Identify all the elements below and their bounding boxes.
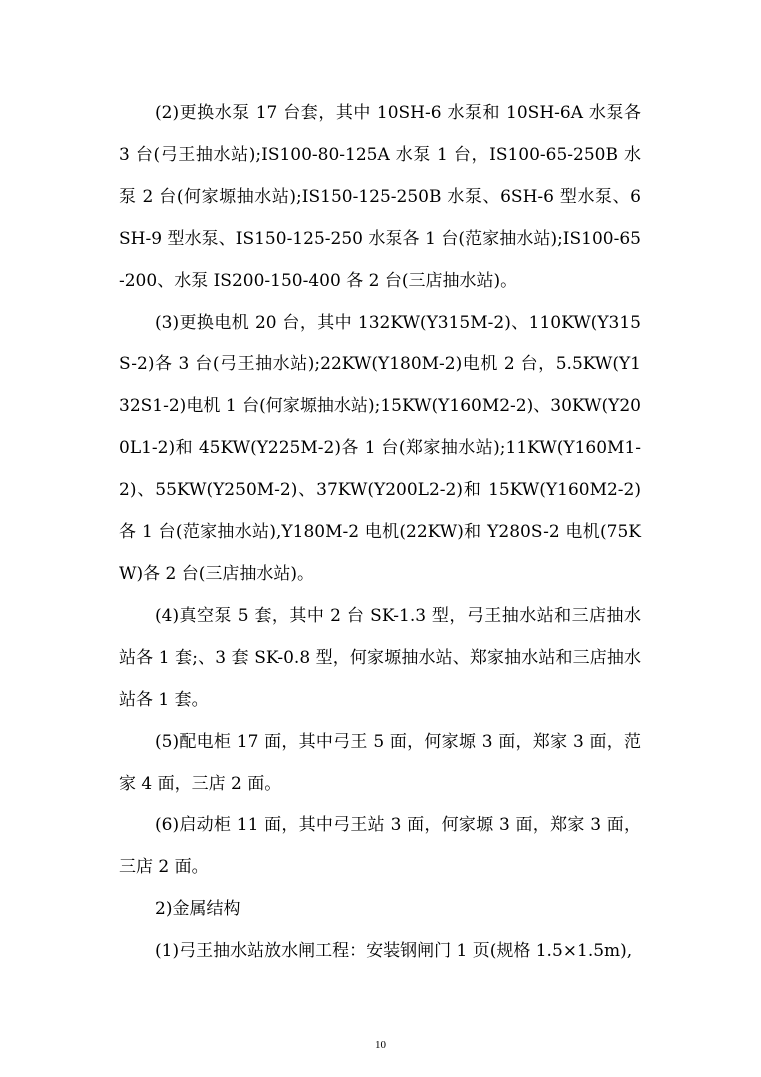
paragraph-distribution-cabinets: (5)配电柜 17 面，其中弓王 5 面，何家塬 3 面，郑家 3 面，范家 4 面，三店 2 面。 xyxy=(119,731,641,794)
page-number: 10 xyxy=(375,1039,386,1051)
paragraph-pumps: (2)更换水泵 17 台套，其中 10SH-6 水泵和 10SH-6A 水泵各 3 台(弓王抽水站);IS100-80-125A 水泵 1 台，IS100-65-250B 水泵 2 台(何家塬抽水站);IS150-125-250B 水泵、6SH-6 型水泵、6SH-9 型水泵、IS150-125-250 水泵各 1 台(范家抽水站);IS100-65-200、水泵 IS200-150-400 各 2 台(三店抽水站)。 xyxy=(119,103,641,291)
paragraph-starter-cabinets: (6)启动柜 11 面，其中弓王站 3 面，何家塬 3 面，郑家 3 面，三店 2 面。 xyxy=(119,815,641,878)
body-text xyxy=(119,93,641,973)
paragraph-motors: (3)更换电机 20 台，其中 132KW(Y315M-2)、110KW(Y315S-2)各 3 台(弓王抽水站);22KW(Y180M-2)电机 2 台，5.5KW(Y132S1-2)电机 1 台(何家塬抽水站);15KW(Y160M2-2)、30KW(Y200L1-2)和 45KW(Y225M-2)各 1 台(郑家抽水站);11KW(Y160M1-2)、55KW(Y250M-2)、37KW(Y200L2-2)和 15KW(Y160M2-2)各 1 台(范家抽水站),Y180M-2 电机(22KW)和 Y280S-2 电机(75KW)各 2 台(三店抽水站)。 xyxy=(119,312,641,584)
paragraph-sluice-gate: (1)弓王抽水站放水闸工程：安装钢闸门 1 页(规格 1.5×1.5m), xyxy=(155,941,633,962)
section-heading-metal-structure: 2)金属结构 xyxy=(155,899,241,920)
paragraph-vacuum-pumps: (4)真空泵 5 套，其中 2 台 SK-1.3 型，弓王抽水站和三店抽水站各 1 套;、3 套 SK-0.8 型，何家塬抽水站、郑家抽水站和三店抽水站各 1 套。 xyxy=(119,605,641,710)
